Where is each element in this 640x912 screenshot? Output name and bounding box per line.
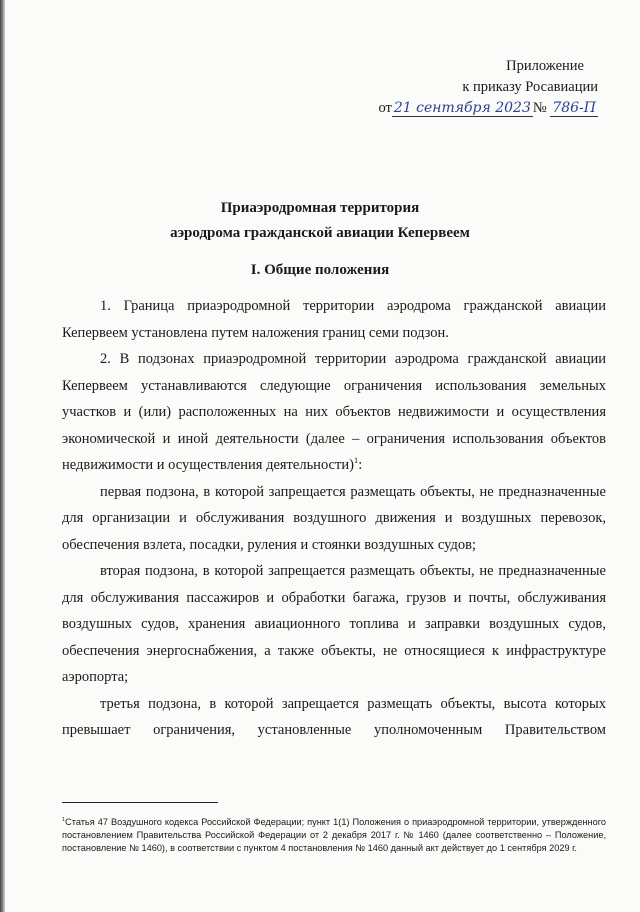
paragraph-subzone-2: вторая подзона, в которой запрещается размещать объекты, не предназначенные для обслуживания пассажиров и обработки багажа, грузов и почты, обслуживания воздушных судов, хранения авиационного топлива и заправки воздушных судов, обеспечения энергоснабжения, а также объекты, не относящиеся к инфраструктуре аэропорта; <box>62 563 606 685</box>
handwritten-date: 21 сентября 2023 <box>393 100 531 116</box>
document-title <box>0 196 640 246</box>
footnote-divider <box>62 802 218 803</box>
from-prefix: от <box>378 100 392 116</box>
footnote-ref: 1 <box>353 455 359 466</box>
scan-edge <box>0 0 5 912</box>
paragraph-1: 1. Граница приаэродромной территории аэродрома гражданской авиации Кепервеем установлена путем наложения границ семи подзон. <box>62 298 606 341</box>
paragraph-subzone-3: третья подзона, в которой запрещается размещать объекты, высота которых превышает ограничения, установленные уполномоченным Правительством <box>62 695 606 738</box>
order-reference: к приказу Росавиации <box>462 79 598 95</box>
section-heading: I. Общие положения <box>250 262 390 278</box>
footnote <box>62 816 606 855</box>
paragraph-2-end: : <box>358 457 363 473</box>
title-line-2: аэродрома гражданской авиации Кепервеем <box>170 225 470 241</box>
handwritten-number: 786-П <box>552 100 596 116</box>
appendix-header <box>378 56 598 119</box>
title-line-1: Приаэродромная территория <box>220 200 420 216</box>
footnote-text: Статья 47 Воздушного кодекса Российской Федерации; пункт 1(1) Положения о приаэродромной территории, утвержденного постановлением Правительства Российской Федерации от 2 декабря 2017 г. № 1460 (далее соответственно – Положение, постановление № 1460), в соответствии с пунктом 4 постановления № 1460 данный акт действует до 1 сентября 2029 г. <box>62 817 606 853</box>
paragraph-2 <box>62 346 606 479</box>
footnote-mark: 1 <box>62 816 66 823</box>
paragraph-2-text: 2. В подзонах приаэродромной территории аэродрома гражданской авиации Кепервеем устанавливаются следующие ограничения использования земельных участков и (или) расположенных на них объектов недвижимости и осуществления экономической и иной деятельности (далее – ограничения использования объектов недвижимости и осуществления деятельности) <box>62 351 606 473</box>
appendix-label: Приложение <box>506 58 584 74</box>
document-body <box>62 293 606 744</box>
order-date-number <box>378 98 598 119</box>
number-prefix: № <box>532 100 547 116</box>
paragraph-subzone-1: первая подзона, в которой запрещается размещать объекты, не предназначенные для организации и обслуживания воздушного движения и воздушных перевозок, обеспечения взлета, посадки, руления и стоянки воздушных судов; <box>62 483 606 553</box>
